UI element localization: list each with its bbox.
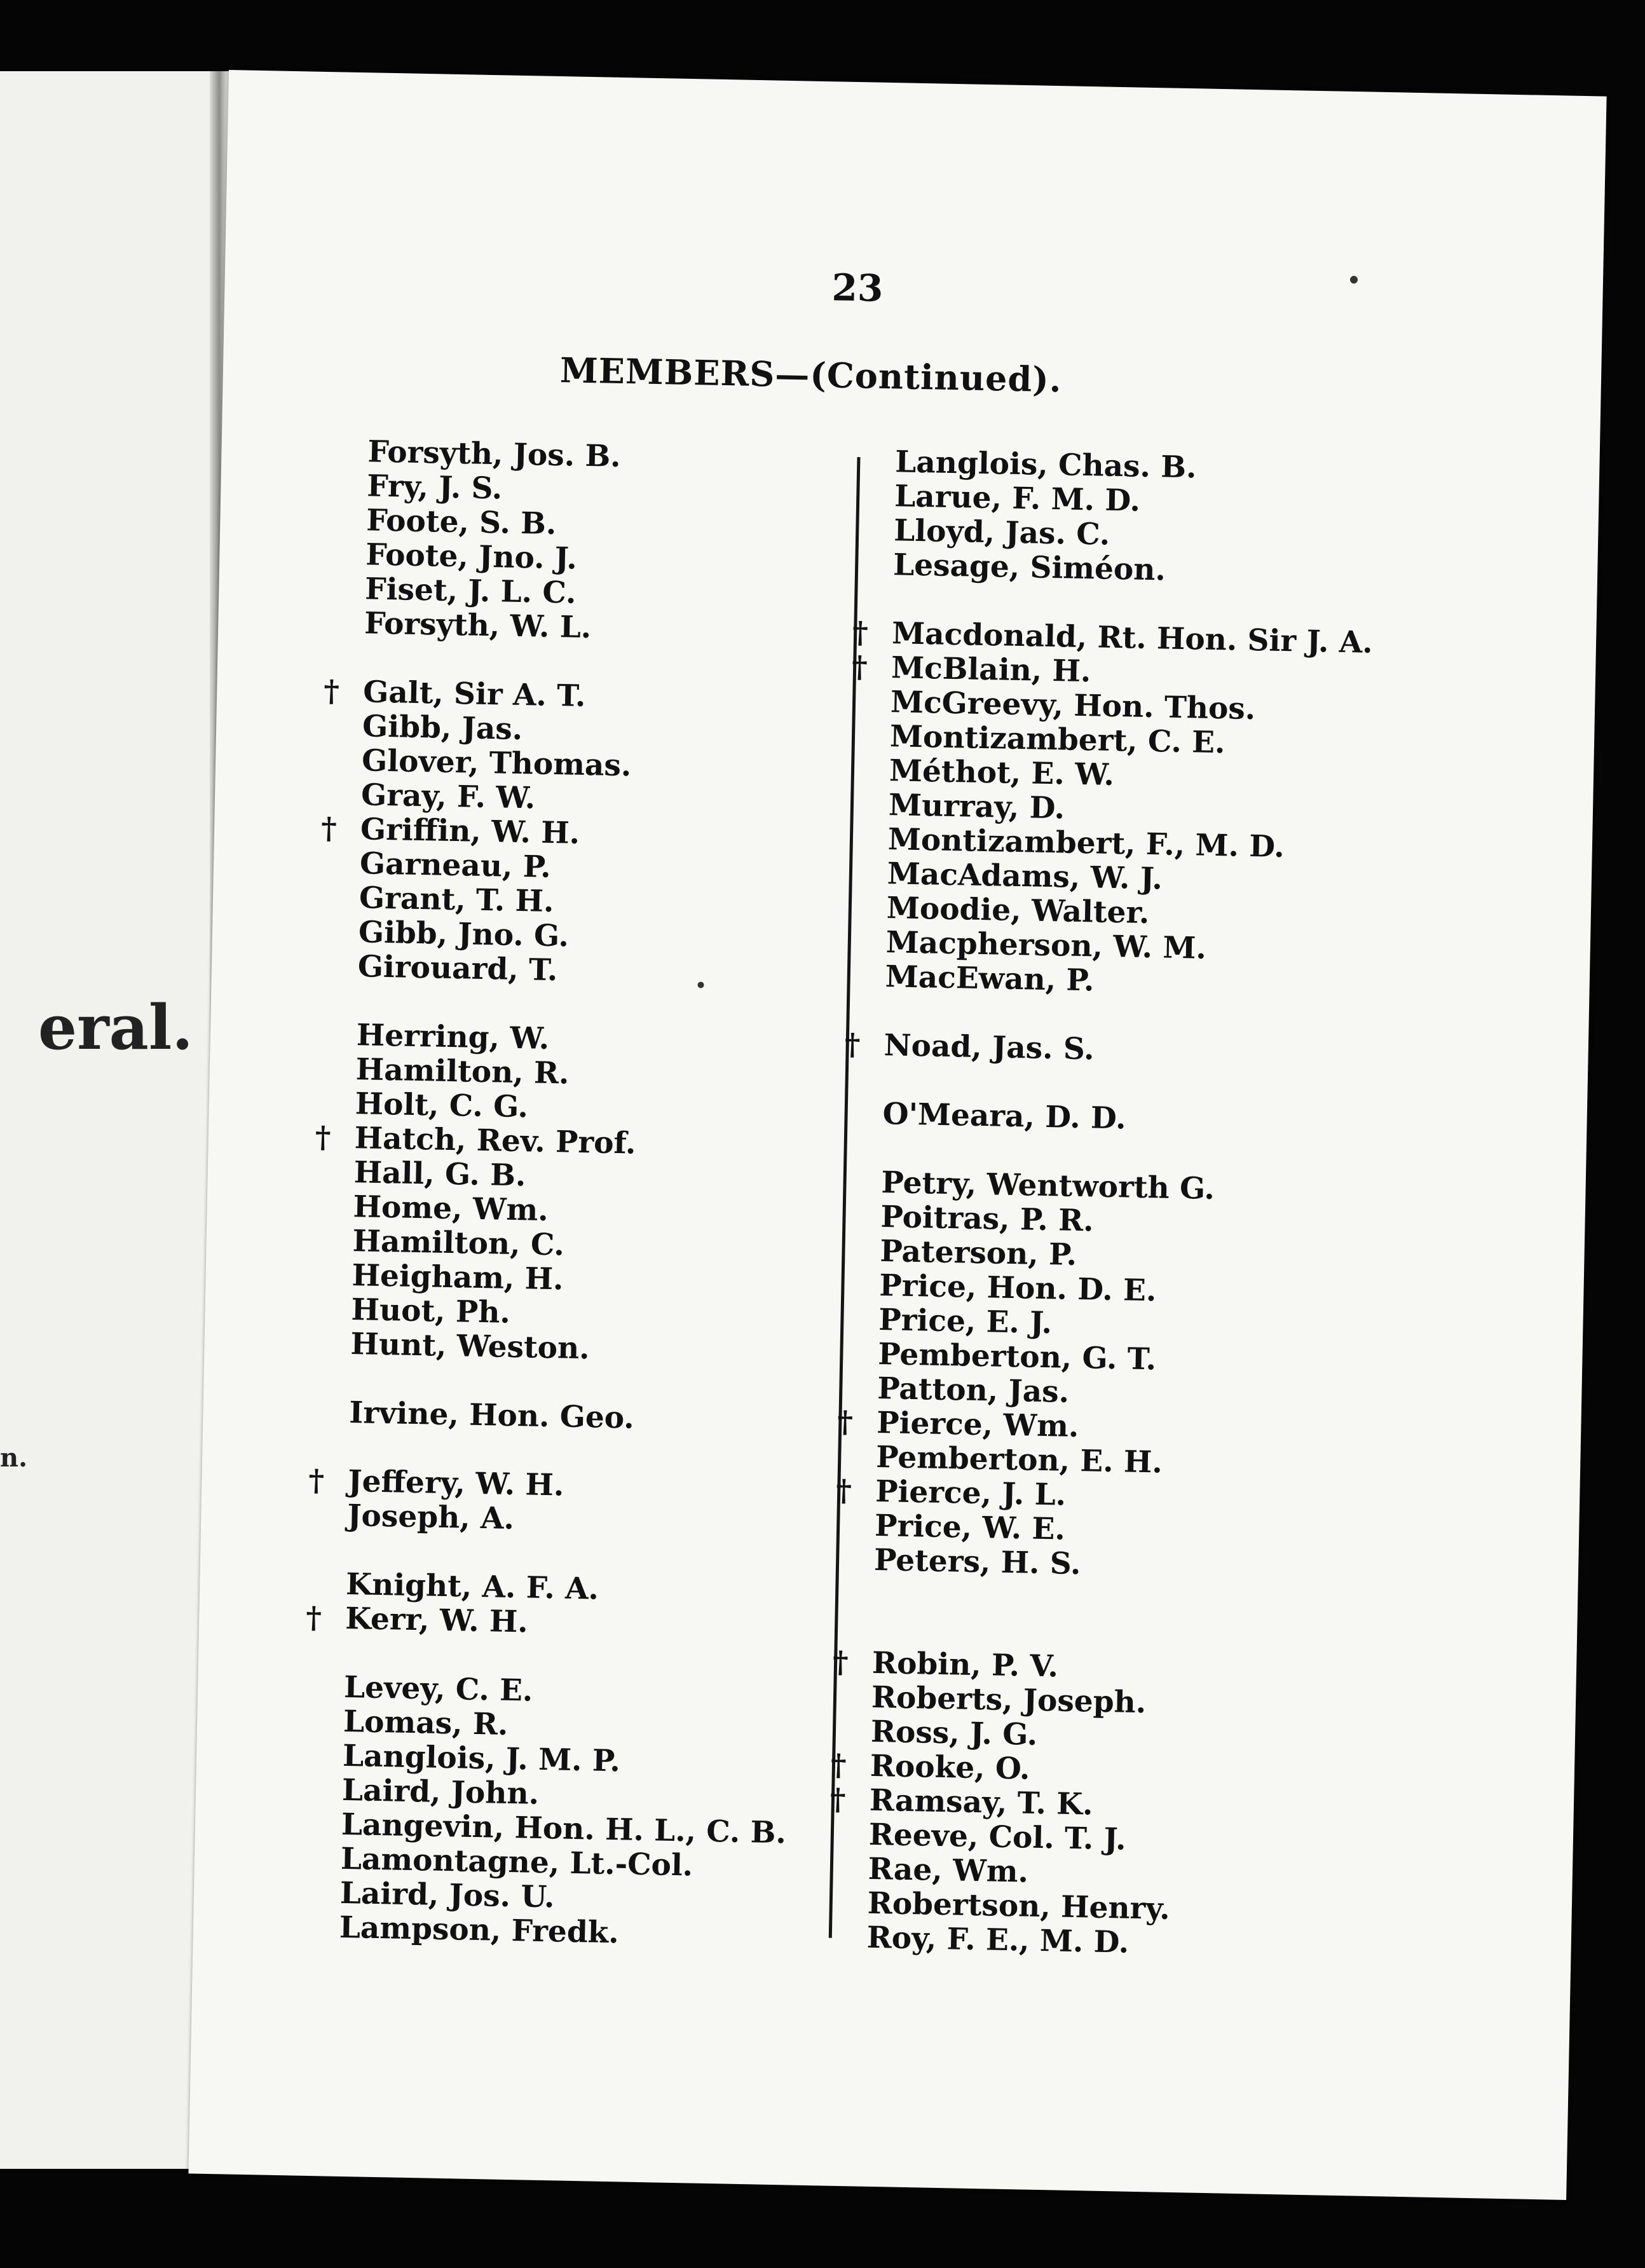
member-name: Pemberton, G. T. bbox=[877, 1336, 1157, 1377]
deceased-dagger-mark: † bbox=[308, 1463, 325, 1499]
member-name: Garneau, P. bbox=[359, 846, 552, 885]
member-name: Hamilton, R. bbox=[355, 1052, 570, 1091]
deceased-dagger-mark: † bbox=[315, 1119, 331, 1156]
member-name: Moodie, Walter. bbox=[886, 891, 1150, 931]
member-name: Robertson, Henry. bbox=[867, 1885, 1171, 1927]
member-name: O'Meara, D. D. bbox=[882, 1096, 1127, 1137]
member-name: Heigham, H. bbox=[352, 1258, 564, 1297]
member-name: Montizambert, C. E. bbox=[889, 719, 1225, 761]
member-name: Home, Wm. bbox=[353, 1189, 549, 1228]
left-page-fragment: eral. bbox=[38, 992, 193, 1063]
member-name: Hall, G. B. bbox=[353, 1155, 526, 1194]
member-name: Larue, F. M. D. bbox=[894, 479, 1141, 519]
member-name: Poitras, P. R. bbox=[880, 1199, 1095, 1239]
member-name: Kerr, W. H. bbox=[345, 1601, 529, 1640]
member-name: Murray, D. bbox=[888, 788, 1065, 826]
member-name: Price, Hon. D. E. bbox=[878, 1268, 1157, 1309]
deceased-dagger-mark: † bbox=[829, 1782, 847, 1818]
deceased-dagger-mark: † bbox=[844, 1027, 861, 1063]
member-name: Peters, H. S. bbox=[873, 1542, 1081, 1582]
member-name: Joseph, A. bbox=[346, 1498, 515, 1537]
main-page bbox=[188, 70, 1606, 2200]
deceased-dagger-mark: † bbox=[836, 1404, 854, 1440]
member-name: Lampson, Fredk. bbox=[339, 1909, 620, 1951]
member-name: Gray, F. W. bbox=[360, 777, 536, 816]
member-name: Hamilton, C. bbox=[352, 1224, 565, 1263]
left-page bbox=[0, 71, 226, 2169]
member-name: Reeve, Col. T. J. bbox=[868, 1817, 1127, 1857]
deceased-dagger-mark: † bbox=[851, 649, 868, 685]
deceased-dagger-mark: † bbox=[830, 1747, 847, 1784]
deceased-dagger-mark: † bbox=[832, 1644, 849, 1681]
members-column-right bbox=[829, 444, 1416, 1965]
member-name: Forsyth, Jos. B. bbox=[367, 434, 622, 474]
deceased-dagger-mark: † bbox=[305, 1600, 322, 1636]
member-name: Lesage, Siméon. bbox=[892, 547, 1166, 588]
member-name: Griffin, W. H. bbox=[360, 812, 580, 851]
member-name: Foote, Jno. J. bbox=[365, 537, 578, 577]
member-name: Pierce, J. L. bbox=[875, 1473, 1067, 1513]
member-name: Fry, J. S. bbox=[366, 468, 503, 507]
member-name: Petry, Wentworth G. bbox=[881, 1165, 1215, 1207]
page-number: 23 bbox=[831, 266, 884, 310]
member-name: Macpherson, W. M. bbox=[885, 925, 1207, 966]
member-name: Méthot, E. W. bbox=[889, 753, 1115, 793]
member-name: Jeffery, W. H. bbox=[347, 1464, 564, 1503]
member-name: Glover, Thomas. bbox=[361, 743, 632, 784]
member-name: Forsyth, W. L. bbox=[364, 606, 592, 646]
member-name: Macdonald, Rt. Hon. Sir J. A. bbox=[891, 616, 1374, 660]
member-name: Patton, Jas. bbox=[877, 1370, 1070, 1410]
member-name: Holt, C. G. bbox=[355, 1086, 529, 1125]
member-name: Grant, T. H. bbox=[358, 880, 554, 920]
deceased-dagger-mark: † bbox=[852, 615, 869, 651]
member-name: Rooke, O. bbox=[870, 1748, 1030, 1787]
deceased-dagger-mark: † bbox=[835, 1473, 852, 1509]
member-name: Pemberton, E. H. bbox=[875, 1439, 1163, 1480]
member-name: Noad, Jas. S. bbox=[884, 1028, 1095, 1067]
deceased-dagger-mark: † bbox=[320, 811, 338, 847]
member-name: Laird, Jos. U. bbox=[339, 1875, 555, 1915]
member-name: Gibb, Jas. bbox=[362, 709, 523, 748]
page-heading: MEMBERS—(Continued). bbox=[559, 350, 1063, 400]
member-name: Ross, J. G. bbox=[870, 1714, 1038, 1752]
member-name: Roy, F. E., M. D. bbox=[866, 1920, 1130, 1960]
member-name: Laird, John. bbox=[341, 1772, 540, 1812]
member-name: Price, W. E. bbox=[874, 1508, 1066, 1547]
member-name: Price, E. J. bbox=[878, 1302, 1053, 1341]
member-name: Robin, P. V. bbox=[871, 1645, 1059, 1684]
member-name: Hunt, Weston. bbox=[350, 1327, 590, 1367]
member-name: Girouard, T. bbox=[357, 949, 558, 988]
member-name: Levey, C. E. bbox=[343, 1669, 533, 1709]
member-name: Paterson, P. bbox=[879, 1234, 1077, 1273]
member-name: Lamontagne, Lt.-Col. bbox=[340, 1841, 693, 1883]
member-name: MacEwan, P. bbox=[885, 959, 1095, 999]
member-name: Irvine, Hon. Geo. bbox=[348, 1395, 635, 1436]
member-name: MacAdams, W. J. bbox=[887, 856, 1163, 897]
member-name: Foote, S. B. bbox=[365, 503, 557, 542]
member-name: McGreevy, Hon. Thos. bbox=[890, 685, 1256, 727]
member-name: Galt, Sir A. T. bbox=[362, 674, 586, 714]
members-column-left bbox=[305, 434, 889, 1955]
member-name: McBlain, H. bbox=[891, 650, 1091, 690]
member-name: Knight, A. F. A. bbox=[345, 1566, 599, 1607]
left-page-fragment-small: n. bbox=[0, 1443, 28, 1473]
member-name: Montizambert, F., M. D. bbox=[887, 822, 1285, 865]
member-name: Herring, W. bbox=[356, 1018, 550, 1056]
member-name: Ramsay, T. K. bbox=[869, 1782, 1094, 1822]
member-name: Lomas, R. bbox=[343, 1704, 509, 1742]
ink-speck bbox=[1350, 276, 1358, 284]
member-name: Gibb, Jno. G. bbox=[358, 915, 570, 954]
member-name: Fiset, J. L. C. bbox=[364, 571, 577, 611]
member-name: Langevin, Hon. H. L., C. B. bbox=[341, 1807, 787, 1851]
member-name: Huot, Ph. bbox=[351, 1292, 511, 1330]
member-name: Hatch, Rev. Prof. bbox=[354, 1121, 636, 1161]
member-name: Langlois, Chas. B. bbox=[894, 444, 1197, 486]
member-name: Roberts, Joseph. bbox=[871, 1679, 1147, 1721]
deceased-dagger-mark: † bbox=[323, 674, 340, 709]
member-name: Lloyd, Jas. C. bbox=[893, 513, 1110, 552]
member-name: Pierce, Wm. bbox=[876, 1405, 1079, 1445]
member-name: Langlois, J. M. P. bbox=[342, 1738, 621, 1779]
member-name: Rae, Wm. bbox=[868, 1851, 1029, 1890]
